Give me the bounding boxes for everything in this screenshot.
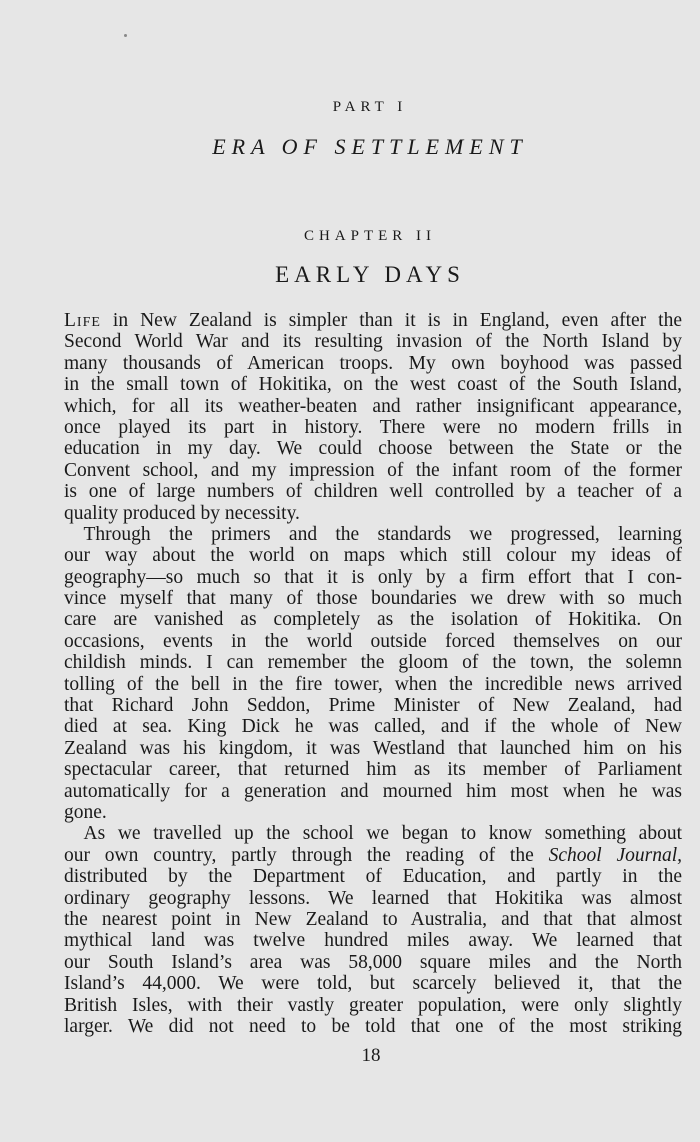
text-line: our own country, partly through the reading of the School Journal, (64, 844, 682, 866)
text-line: tolling of the bell in the fire tower, when the incredible news arrived (64, 673, 682, 695)
text-line: Zealand was his kingdom, it was Westland that launched him on his (64, 737, 682, 759)
text-line: larger. We did not need to be told that one of the most striking (64, 1015, 682, 1037)
text-line: many thousands of American troops. My own boyhood was passed (64, 352, 682, 374)
text-line: care are vanished as completely as the isolation of Hokitika. On (64, 609, 682, 631)
text-line: ordinary geography lessons. We learned that Hokitika was almost (64, 887, 682, 909)
text-line: died at sea. King Dick he was called, and if the whole of New (64, 716, 682, 738)
text-line: Through the primers and the standards we progressed, learning (83, 523, 682, 545)
text-line: once played its part in history. There were no modern frills in (64, 416, 682, 438)
text-line: the nearest point in New Zealand to Australia, and that that almost (64, 908, 682, 930)
text-line: gone. (64, 801, 107, 823)
text-line: As we travelled up the school we began to know something about (83, 823, 682, 845)
chapter-title: EARLY DAYS (275, 262, 465, 287)
page-number: 18 (361, 1045, 381, 1066)
part-label: PART I (332, 99, 408, 115)
journal-title: School Journal, (548, 844, 682, 866)
text-line: quality produced by necessity. (64, 502, 300, 524)
text-line: Life in New Zealand is simpler than it is in England, even after the (64, 310, 682, 331)
text-line: Convent school, and my impression of the infant room of the former (64, 459, 682, 481)
chapter-label: CHAPTER II (303, 228, 437, 244)
text-line: geography—so much so that it is only by a firm effort that I con- (64, 566, 682, 588)
text-line: our South Island’s area was 58,000 square miles and the North (64, 951, 682, 973)
text-line: which, for all its weather-beaten and rather insignificant appearance, (64, 395, 682, 417)
text-line: British Isles, with their vastly greater population, were only slightly (64, 994, 682, 1016)
text-line: that Richard John Seddon, Prime Minister of New Zealand, had (64, 695, 682, 717)
body-text (64, 310, 682, 1037)
text-line: distributed by the Department of Education, and partly in the (64, 866, 682, 888)
paper-speck (124, 34, 127, 37)
text-line: Island’s 44,000. We were told, but scarcely believed it, that the (64, 973, 682, 995)
text-line: is one of large numbers of children well controlled by a teacher of a (64, 481, 682, 503)
text-line: automatically for a generation and mourned him most when he was (64, 780, 682, 802)
text-line: in the small town of Hokitika, on the west coast of the South Island, (64, 374, 682, 396)
text-line: spectacular career, that returned him as its member of Parliament (64, 759, 682, 781)
text-line: education in my day. We could choose between the State or the (64, 438, 682, 460)
opening-word: Life (64, 310, 101, 331)
text-line: our way about the world on maps which still colour my ideas of (64, 545, 682, 567)
text-line: vince myself that many of those boundaries we drew with so much (64, 588, 682, 610)
part-title: ERA OF SETTLEMENT (212, 134, 528, 159)
text-line: occasions, events in the world outside forced themselves on our (64, 630, 682, 652)
text-line: childish minds. I can remember the gloom of the town, the solemn (64, 652, 682, 674)
text-line: mythical land was twelve hundred miles away. We learned that (64, 930, 682, 952)
text-line: Second World War and its resulting invasion of the North Island by (64, 331, 682, 353)
